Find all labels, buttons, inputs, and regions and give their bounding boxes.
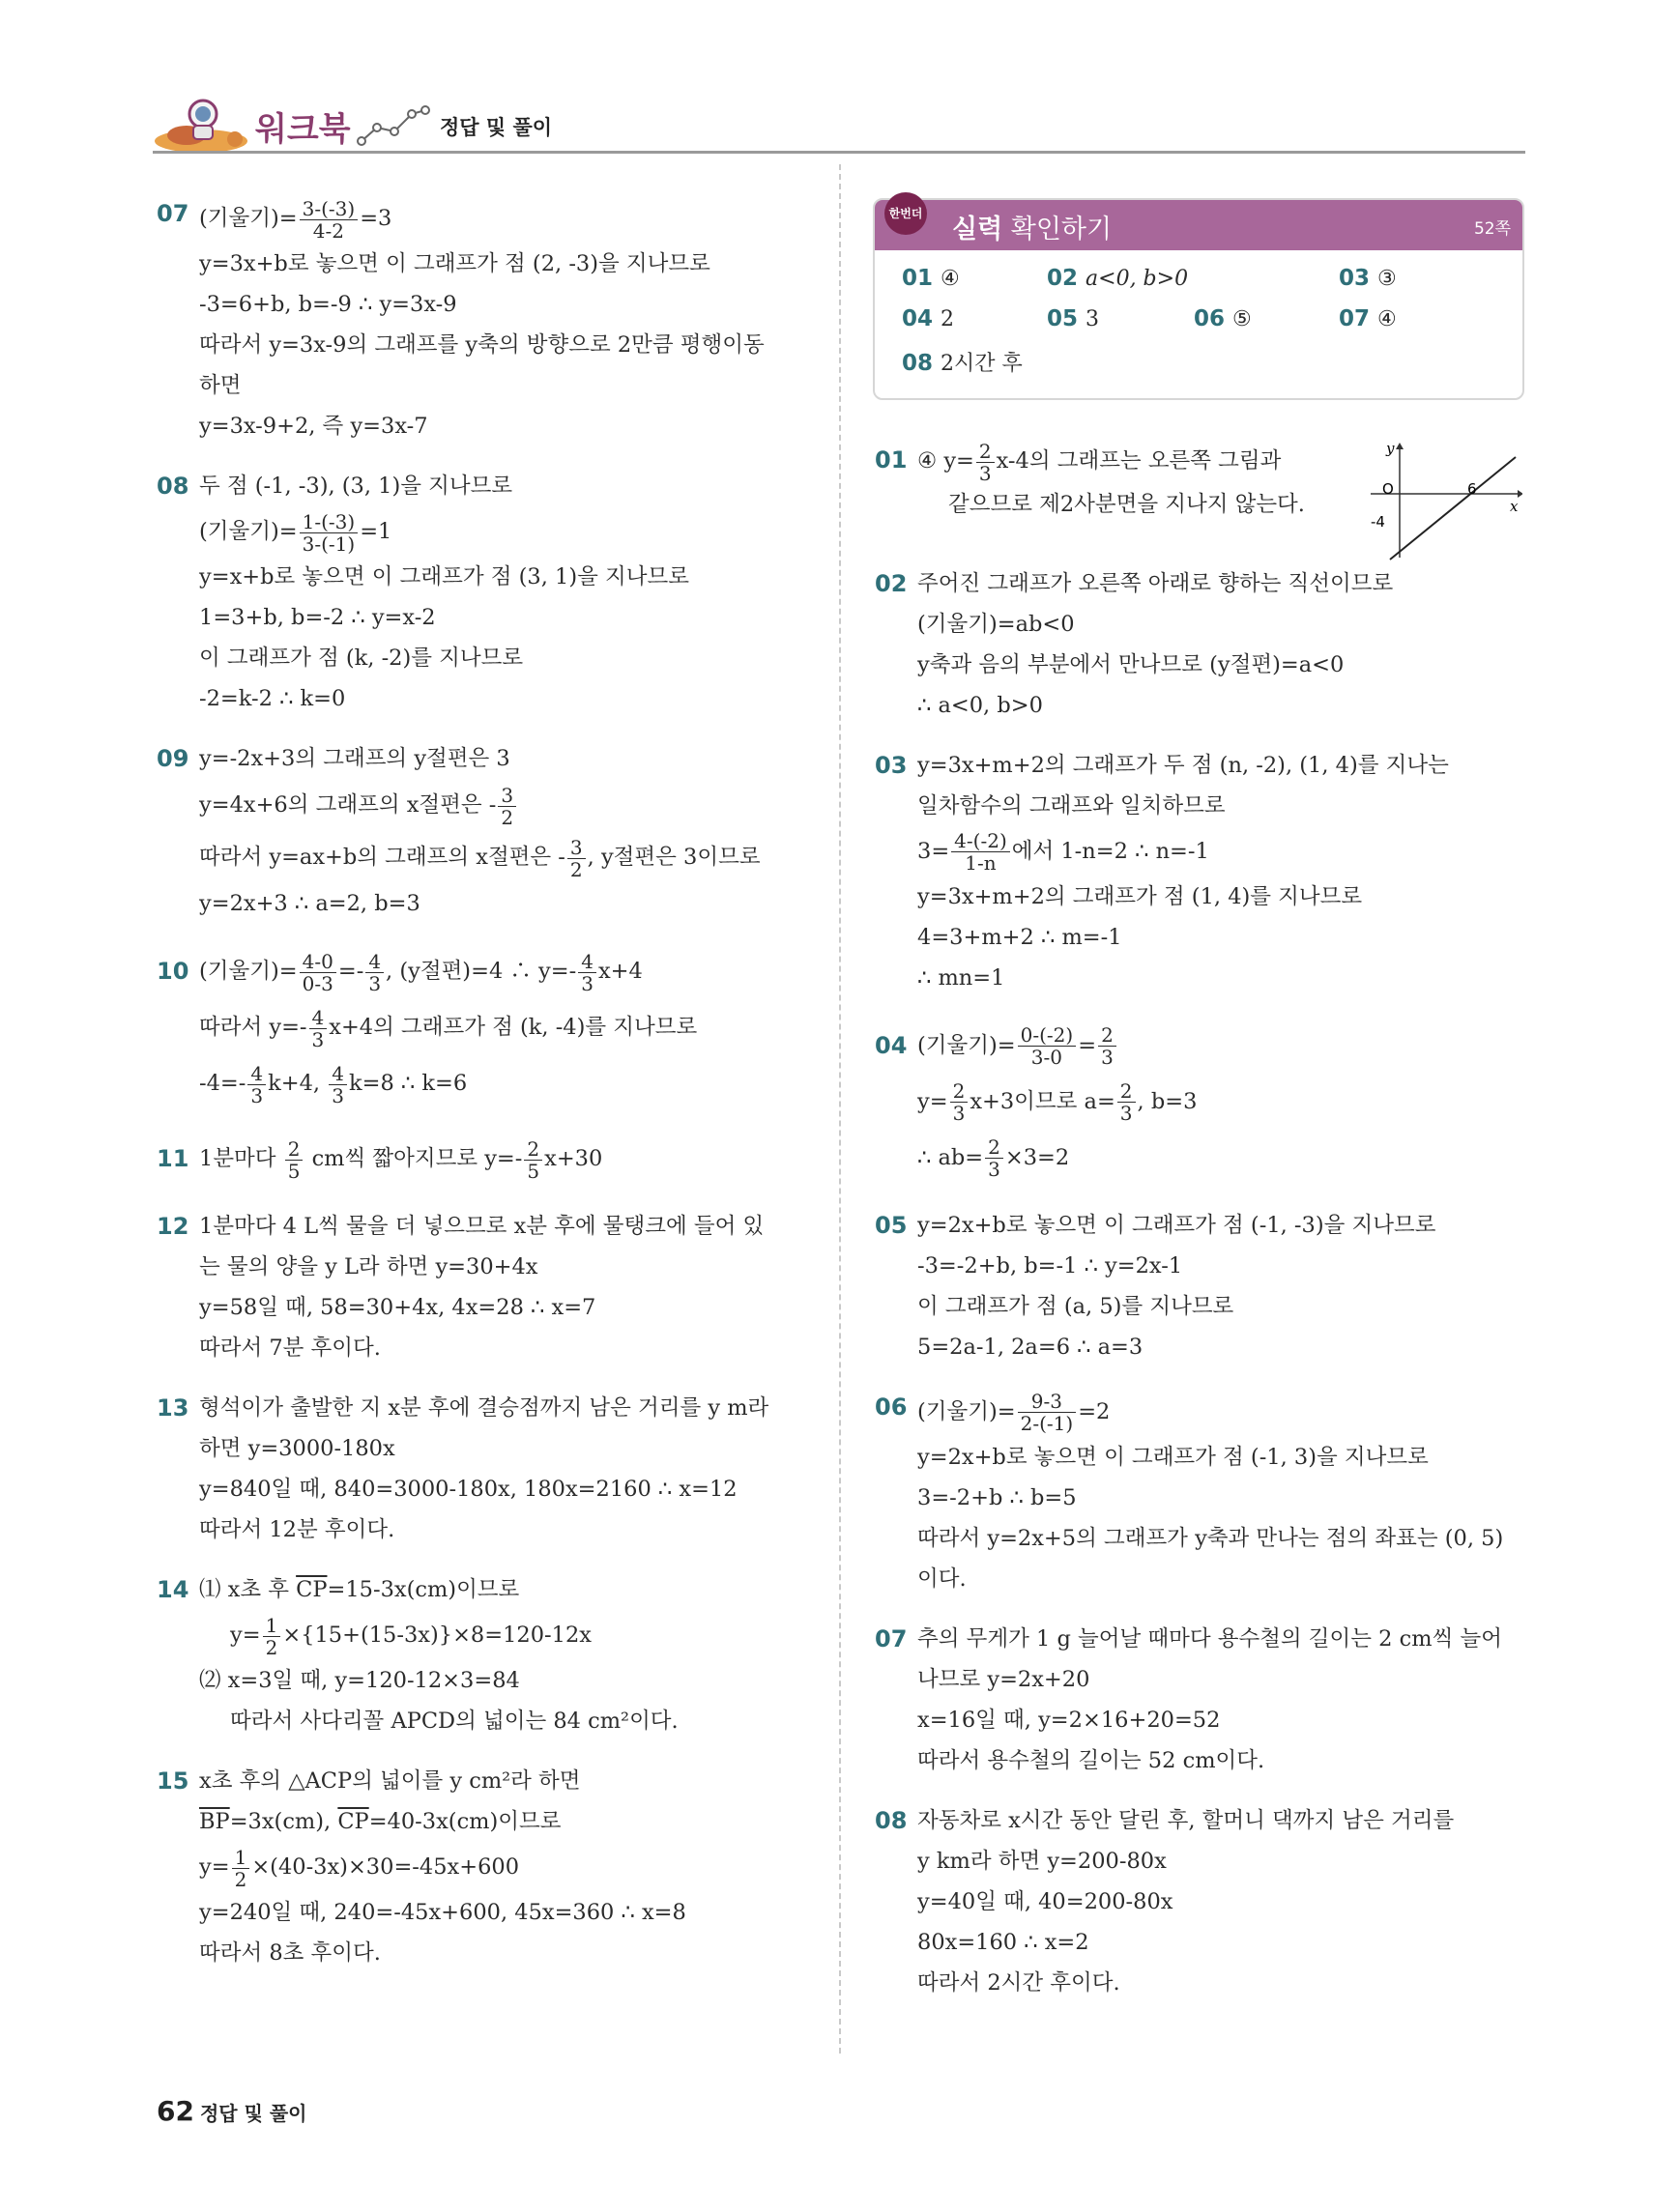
solution-10 bbox=[157, 943, 804, 1111]
left-column bbox=[157, 193, 804, 1993]
solution-11 bbox=[157, 1131, 804, 1187]
solution-line: y=4x+6의 그래프의 x절편은 - $\frac{3}{2}$ bbox=[199, 779, 804, 831]
fraction: $\frac{3}{2}$ bbox=[567, 837, 586, 880]
problem-number: 06 bbox=[875, 1393, 908, 1421]
solution-line: y= $\frac{2}{3}$ x+3이므로 a= $\frac{2}{3}$ , b=3 bbox=[917, 1079, 1198, 1125]
once-more-badge: 한번더 bbox=[884, 192, 927, 235]
constellation-icon bbox=[356, 102, 431, 149]
solution-line: ∴ a<0, b>0 bbox=[917, 692, 1043, 718]
solution-line: y=3x+b로 놓으면 이 그래프가 점 (2, -3)을 지나므로 bbox=[199, 251, 710, 276]
solution-line: 따라서 y=ax+b의 그래프의 x절편은 - $\frac{3}{2}$ , y절편은 3이므로 bbox=[199, 835, 761, 881]
solution-line: y축과 음의 부분에서 만나므로 (y절편)=a<0 bbox=[917, 651, 1345, 677]
solution-line: y= $\frac{1}{2}$ ×(40-3x)×30=-45x+600 bbox=[199, 1845, 520, 1891]
solution-r03 bbox=[875, 745, 1532, 998]
y-tick-label: -4 bbox=[1371, 513, 1385, 531]
fraction: $\frac{4}{3}$ bbox=[365, 951, 384, 994]
solution-12 bbox=[157, 1206, 804, 1368]
solution-line: 1분마다 $\frac{2}{5}$ cm씩 짧아지므로 y=- $\frac{2}{5}$ x+30 bbox=[199, 1136, 603, 1183]
solution-line: x=16일 때, y=2×16+20=52 bbox=[917, 1707, 1221, 1733]
solution-line: y=x+b로 놓으면 이 그래프가 점 (3, 1)을 지나므로 bbox=[199, 564, 689, 589]
solution-15 bbox=[157, 1761, 804, 1973]
answer-08: 08 2시간 후 bbox=[902, 351, 1023, 376]
answer-02: 02 a<0, b>0 bbox=[1047, 266, 1189, 291]
solution-r02 bbox=[875, 563, 1532, 726]
problem-number: 03 bbox=[875, 751, 908, 779]
problem-number: 15 bbox=[157, 1767, 189, 1795]
solution-line: 따라서 7분 후이다. bbox=[199, 1336, 381, 1361]
solution-line: x초 후의 △ACP의 넓이를 y cm²라 하면 bbox=[199, 1768, 581, 1794]
header-subtitle: 정답 및 풀이 bbox=[440, 116, 553, 139]
fraction: $\frac{2}{3}$ bbox=[985, 1136, 1003, 1180]
problem-number: 07 bbox=[875, 1624, 908, 1652]
solution-line: y=3x-9+2, 즉 y=3x-7 bbox=[199, 414, 428, 439]
solution-line: 따라서 2시간 후이다. bbox=[917, 1969, 1120, 1996]
fraction: $\frac{4}{3}$ bbox=[329, 1063, 347, 1106]
fraction: $\frac{1}{2}$ bbox=[232, 1847, 250, 1890]
solution-line: 이 그래프가 점 (k, -2)를 지나므로 bbox=[199, 646, 524, 671]
solution-line: 일차함수의 그래프와 일치하므로 bbox=[917, 792, 1226, 819]
page-number: 62 bbox=[157, 2095, 194, 2127]
fraction: $\frac{2}{5}$ bbox=[285, 1138, 304, 1182]
answer-07: 07 ④ bbox=[1339, 306, 1397, 331]
astronaut-mascot-icon bbox=[153, 97, 254, 153]
problem-number: 08 bbox=[875, 1806, 908, 1834]
answer-05: 05 3 bbox=[1047, 306, 1100, 331]
solution-line: y=3x+m+2의 그래프가 두 점 (n, -2), (1, 4)를 지나는 bbox=[917, 752, 1449, 778]
workbook-brand: 워크북 bbox=[255, 110, 351, 149]
solution-line: ⑴ x초 후 $\overline{CP}=15-3x(cm)$이므로 bbox=[199, 1577, 520, 1602]
solution-line: 따라서 y=3x-9의 그래프를 y축의 방향으로 2만큼 평행이동 bbox=[199, 332, 765, 358]
solution-line: 따라서 y=2x+5의 그래프가 y축과 만나는 점의 좌표는 (0, 5) bbox=[917, 1525, 1504, 1551]
problem-number: 11 bbox=[157, 1145, 189, 1172]
solution-r05 bbox=[875, 1205, 1532, 1367]
solution-line: 80x=160 ∴ x=2 bbox=[917, 1929, 1089, 1955]
solution-line: 이다. bbox=[917, 1566, 967, 1592]
solution-line: -4=- $\frac{4}{3}$ k+4, $\frac{4}{3}$ k=8 ∴ k=6 bbox=[199, 1061, 468, 1107]
solution-07 bbox=[157, 193, 804, 446]
solution-line: ⑵ x=3일 때, y=120-12×3=84 bbox=[199, 1668, 520, 1693]
solution-line: (기울기)= $\frac{0-(-2)}{3-0}$ = $\frac{2}{3}$ bbox=[917, 1018, 1532, 1074]
answer-06: 06 ⑤ bbox=[1194, 306, 1252, 331]
solution-line: 따라서 용수철의 길이는 52 cm이다. bbox=[917, 1747, 1265, 1773]
fraction: $\frac{4}{3}$ bbox=[578, 951, 596, 994]
solution-r08 bbox=[875, 1800, 1532, 2003]
solution-line: 따라서 사다리꼴 APCD의 넓이는 84 cm²이다. bbox=[230, 1709, 679, 1734]
solution-line: 형석이가 출발한 지 x분 후에 결승점까지 남은 거리를 y m라 bbox=[199, 1395, 769, 1421]
solution-line: (기울기)=ab<0 bbox=[917, 611, 1075, 637]
problem-number: 08 bbox=[157, 473, 189, 500]
fraction: $\frac{4}{3}$ bbox=[247, 1063, 266, 1106]
solution-line: 따라서 y=- $\frac{4}{3}$ x+4의 그래프가 점 (k, -4)를 지나므로 bbox=[199, 1005, 698, 1051]
solution-line: 따라서 8초 후이다. bbox=[199, 1940, 381, 1966]
solution-line: 5=2a-1, 2a=6 ∴ a=3 bbox=[917, 1334, 1143, 1360]
solution-line: 주어진 그래프가 오른쪽 아래로 향하는 직선이므로 bbox=[917, 570, 1394, 596]
solution-line: 하면 bbox=[199, 373, 242, 398]
solution-line: 나므로 y=2x+20 bbox=[917, 1666, 1090, 1692]
problem-number: 05 bbox=[875, 1211, 908, 1239]
fraction: $\frac{2}{3}$ bbox=[1117, 1080, 1136, 1124]
solution-line: -3=6+b, b=-9 ∴ y=3x-9 bbox=[199, 292, 457, 317]
solution-09 bbox=[157, 738, 804, 924]
page-reference: 52쪽 bbox=[1473, 219, 1511, 239]
problem-number: 07 bbox=[157, 200, 189, 227]
solution-line: ④ y= $\frac{2}{3}$ x-4의 그래프는 오른쪽 그림과 bbox=[917, 439, 1282, 485]
problem-number: 02 bbox=[875, 569, 908, 597]
solution-line: y=840일 때, 840=3000-180x, 180x=2160 ∴ x=12 bbox=[199, 1477, 738, 1502]
solution-13 bbox=[157, 1388, 804, 1550]
solution-line: ∴ mn=1 bbox=[917, 964, 1005, 991]
solution-line: 1분마다 4 L씩 물을 더 넣으므로 x분 후에 물탱크에 들어 있 bbox=[199, 1214, 765, 1239]
solution-line: (기울기)= $\frac{3-(-3)}{4-2}$ =3 bbox=[199, 196, 392, 243]
solution-line: 두 점 (-1, -3), (3, 1)을 지나므로 bbox=[199, 474, 513, 499]
skill-check-title: 실력 확인하기 bbox=[952, 215, 1113, 244]
page-header bbox=[153, 97, 1525, 155]
solution-line: 이 그래프가 점 (a, 5)를 지나므로 bbox=[917, 1293, 1234, 1319]
fraction: $\frac{2}{3}$ bbox=[950, 1080, 969, 1124]
problem-number: 10 bbox=[157, 958, 189, 985]
solution-r06 bbox=[875, 1387, 1532, 1599]
solution-line: y km라 하면 y=200-80x bbox=[917, 1848, 1167, 1874]
fraction: $\frac{1-(-3)}{3-(-1)}$ bbox=[300, 511, 359, 555]
solution-line: y=2x+3 ∴ a=2, b=3 bbox=[199, 891, 420, 916]
solution-line: y=3x+m+2의 그래프가 점 (1, 4)를 지나므로 bbox=[917, 883, 1363, 909]
solution-line: $\overline{BP}=3x(cm)$, $\overline{CP}=40-3x(cm)$이므로 bbox=[199, 1809, 562, 1834]
fraction: $\frac{2}{3}$ bbox=[976, 441, 995, 484]
fraction: $\frac{4-0}{0-3}$ bbox=[300, 951, 336, 994]
problem-number: 01 bbox=[875, 446, 908, 474]
header-rule bbox=[153, 151, 1525, 154]
fraction: $\frac{2}{5}$ bbox=[524, 1138, 542, 1182]
solution-line: ∴ ab= $\frac{2}{3}$ ×3=2 bbox=[917, 1135, 1070, 1181]
solution-line: 자동차로 x시간 동안 달린 후, 할머니 댁까지 남은 거리를 bbox=[917, 1807, 1455, 1833]
fraction: $\frac{9-3}{2-(-1)}$ bbox=[1018, 1391, 1077, 1434]
answer-01: 01 ④ bbox=[902, 266, 960, 291]
column-divider bbox=[839, 164, 841, 2054]
solution-line: (기울기)= $\frac{1-(-3)}{3-(-1)}$ =1 bbox=[199, 509, 392, 556]
solution-line: y=2x+b로 놓으면 이 그래프가 점 (-1, -3)을 지나므로 bbox=[917, 1212, 1436, 1238]
problem-number: 14 bbox=[157, 1576, 189, 1603]
problem-number: 04 bbox=[875, 1031, 908, 1059]
solution-line: 1=3+b, b=-2 ∴ y=x-2 bbox=[199, 605, 436, 630]
solution-line: (기울기)= $\frac{9-3}{2-(-1)}$ =2 bbox=[917, 1390, 1111, 1435]
right-column bbox=[875, 440, 1532, 2023]
solution-line: 4=3+m+2 ∴ m=-1 bbox=[917, 924, 1122, 950]
solution-line: -2=k-2 ∴ k=0 bbox=[199, 686, 346, 711]
solution-r01 bbox=[875, 440, 1532, 525]
solution-08 bbox=[157, 466, 804, 719]
solution-line: y=2x+b로 놓으면 이 그래프가 점 (-1, 3)을 지나므로 bbox=[917, 1444, 1429, 1470]
solution-r07 bbox=[875, 1619, 1532, 1781]
fraction: $\frac{4-(-2)}{1-n}$ bbox=[951, 830, 1010, 874]
fraction: $\frac{2}{3}$ bbox=[1098, 1024, 1116, 1068]
solution-line: y= $\frac{1}{2}$ ×{15+(15-3x)}×8=120-12x bbox=[230, 1613, 592, 1659]
page-footer bbox=[157, 2095, 307, 2127]
answer-04: 04 2 bbox=[902, 306, 955, 331]
solution-line: 하면 y=3000-180x bbox=[199, 1436, 395, 1461]
solution-line: y=-2x+3의 그래프의 y절편은 3 bbox=[199, 746, 510, 771]
solution-line: y=58일 때, 58=30+4x, 4x=28 ∴ x=7 bbox=[199, 1295, 596, 1320]
fraction: $\frac{1}{2}$ bbox=[263, 1615, 281, 1658]
solution-line: 3= $\frac{4-(-2)}{1-n}$ 에서 1-n=2 ∴ n=-1 bbox=[917, 829, 1209, 875]
x-axis-label: x bbox=[1510, 498, 1519, 515]
solution-line: y=240일 때, 240=-45x+600, 45x=360 ∴ x=8 bbox=[199, 1900, 686, 1925]
skill-check-box bbox=[873, 198, 1524, 400]
fraction: $\frac{0-(-2)}{3-0}$ bbox=[1018, 1024, 1077, 1068]
solution-14 bbox=[157, 1569, 804, 1741]
solution-r04 bbox=[875, 1018, 1532, 1186]
solution-line: -3=-2+b, b=-1 ∴ y=2x-1 bbox=[917, 1252, 1183, 1278]
footer-label: 정답 및 풀이 bbox=[199, 2102, 307, 2125]
fraction: $\frac{4}{3}$ bbox=[309, 1007, 328, 1050]
solution-line: 추의 무게가 1 g 늘어날 때마다 용수철의 길이는 2 cm씩 늘어 bbox=[917, 1625, 1502, 1652]
solution-line: 는 물의 양을 y L라 하면 y=30+4x bbox=[199, 1254, 538, 1279]
solution-line: (기울기)= $\frac{4-0}{0-3}$ =- $\frac{4}{3}$ , (y절편)=4 ∴ y=- $\frac{4}{3}$ x+4 bbox=[199, 949, 643, 995]
y-axis-label: y bbox=[1386, 440, 1395, 457]
origin-label: O bbox=[1382, 480, 1394, 498]
problem-number: 12 bbox=[157, 1213, 189, 1240]
fraction: $\frac{3-(-3)}{4-2}$ bbox=[300, 198, 359, 242]
solution-line: y=40일 때, 40=200-80x bbox=[917, 1888, 1173, 1914]
problem-number: 09 bbox=[157, 745, 189, 772]
solution-line: 같으므로 제2사분면을 지나지 않는다. bbox=[948, 491, 1305, 517]
answer-03: 03 ③ bbox=[1339, 266, 1397, 291]
fraction: $\frac{3}{2}$ bbox=[498, 785, 516, 828]
problem-number: 13 bbox=[157, 1394, 189, 1422]
solution-line: 3=-2+b ∴ b=5 bbox=[917, 1484, 1077, 1510]
x-tick-label: 6 bbox=[1467, 480, 1477, 498]
solution-line: 따라서 12분 후이다. bbox=[199, 1517, 395, 1542]
